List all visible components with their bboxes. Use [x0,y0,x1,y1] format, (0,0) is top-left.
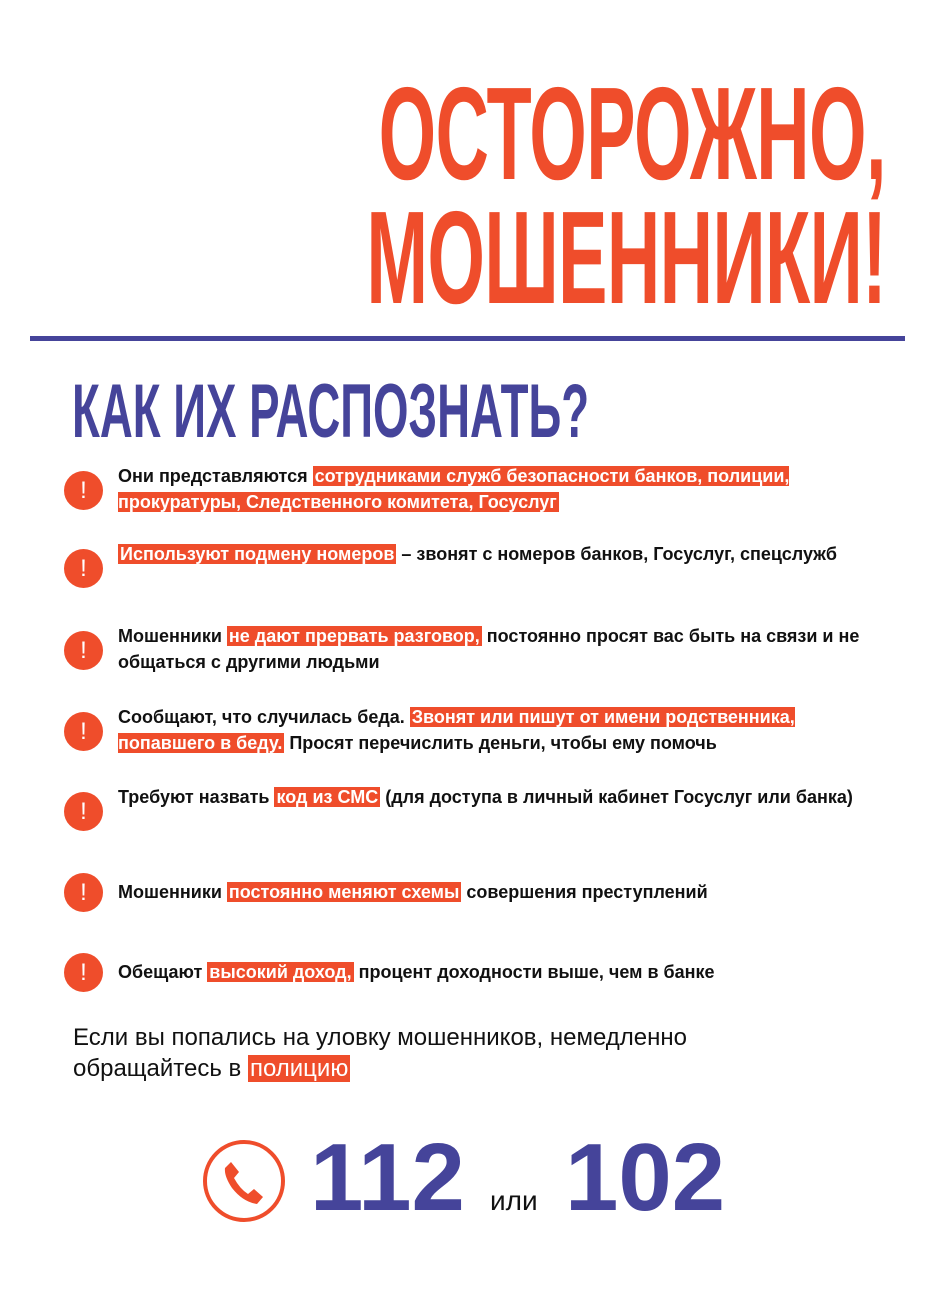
footer-note [73,1022,813,1084]
item-text: Сообщают, что случилась беда. [118,707,410,727]
exclamation-icon: ! [64,792,103,831]
item-highlight: Используют подмену номеров [120,544,395,564]
item-highlight: Звонят или пишут от имени родственника, попавшего в беду. [118,707,795,753]
item-text: Они представляются [118,466,313,486]
item-highlight: не дают прервать разговор, [228,626,480,646]
title-line-2: МОШЕННИКИ! [366,184,886,331]
exclamation-icon: ! [64,712,103,751]
exclamation-icon: ! [64,953,103,992]
item-text: – звонят с номеров банков, Госуслуг, спецслужб [396,544,838,564]
phone-icon [203,1140,285,1222]
exclamation-icon: ! [64,873,103,912]
exclamation-icon: ! [64,631,103,670]
item-text: (для доступа в личный кабинет Госуслуг или банка) [380,787,853,807]
item-text: Мошенники [118,626,227,646]
item-text: Обещают [118,962,208,982]
divider [30,336,905,341]
title-line-1: ОСТОРОЖНО, [378,60,886,207]
item-text: процент доходности выше, чем в банке [353,962,715,982]
or-label: или [490,1185,538,1216]
item-highlight: постоянно меняют схемы [228,882,460,902]
item-text: Требуют назвать [118,787,275,807]
footer-highlight: полицию [249,1055,349,1082]
footer-text: Если вы попались на уловку мошенников, немедленно обращайтесь в [73,1024,688,1082]
item-text: постоянно просят вас быть на связи и не общаться с другими людьми [118,626,860,672]
exclamation-icon: ! [64,471,103,510]
item-highlight: сотрудниками служб безопасности банков, полиции, прокуратуры, Следственного комитета, Госуслуг [118,466,790,512]
item-highlight: код из СМС [276,787,379,807]
item-highlight: высокий доход, [209,962,352,982]
emergency-number: 112 [310,1124,465,1231]
item-text: совершения преступлений [461,882,708,902]
exclamation-icon: ! [64,549,103,588]
item-text: Просят перечислить деньги, чтобы ему помочь [284,733,717,753]
item-text: Мошенники [118,882,227,902]
police-number: 102 [565,1124,726,1231]
subtitle: КАК ИХ РАСПОЗНАТЬ? [72,369,590,454]
